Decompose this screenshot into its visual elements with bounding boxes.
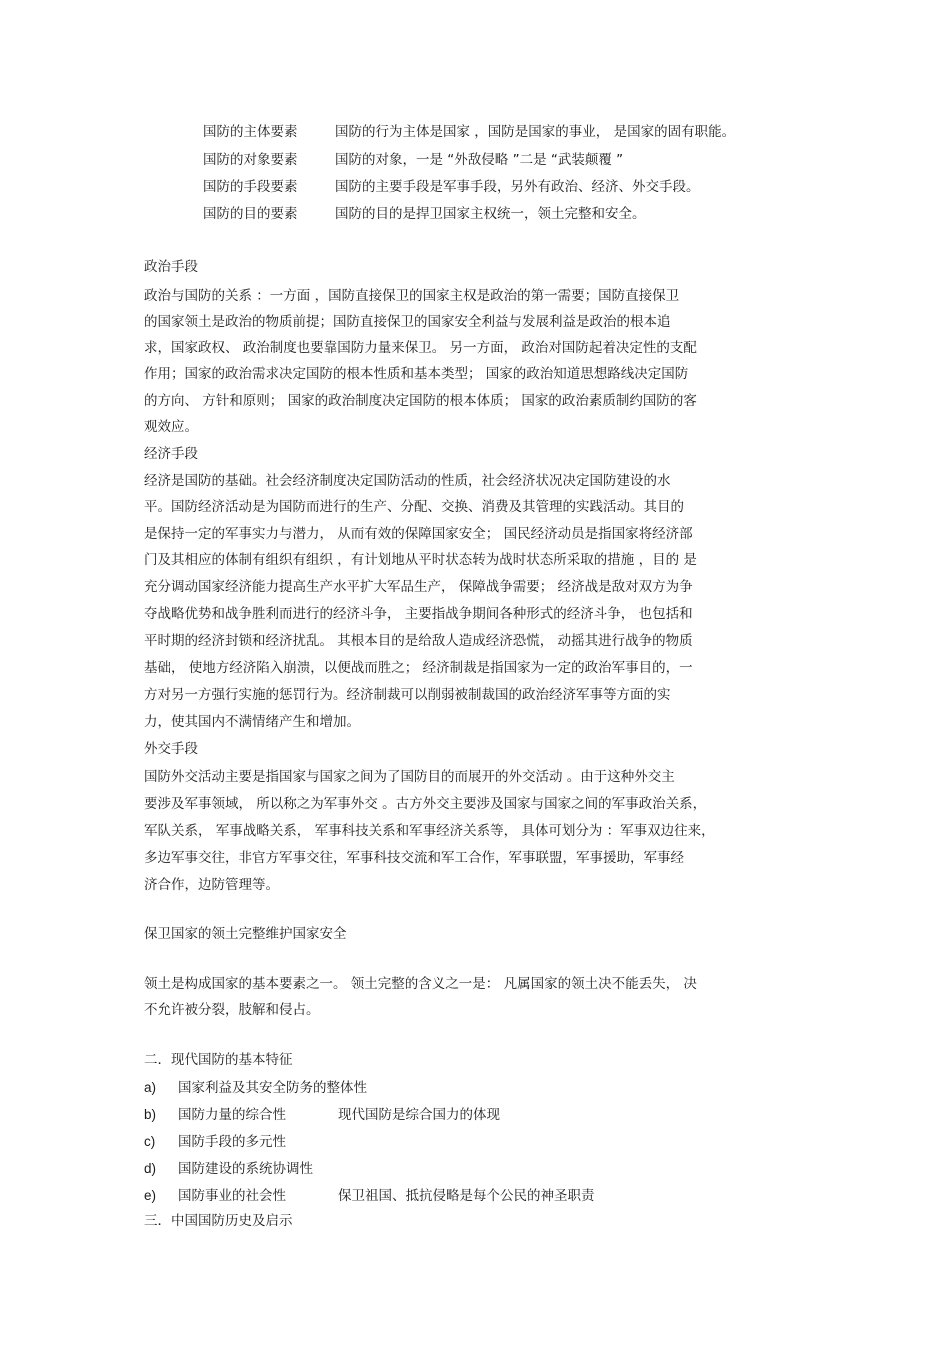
- element-goal-text: 国防的目的是捍卫国家主权统一，领土完整和安全。: [335, 206, 646, 222]
- paragraph-line: 要涉及军事领域， 所以称之为军事外交 。古方外交主要涉及国家与国家之间的军事政治关系，: [144, 796, 707, 812]
- paragraph-line: 求，国家政权、 政治制度也要靠国防力量来保卫。 另一方面， 政治对国防起着决定性的支配: [144, 340, 697, 356]
- paragraph-line: 力，使其国内不满情绪产生和增加。: [144, 714, 360, 730]
- paragraph-line: 充分调动国家经济能力提高生产水平扩大军品生产， 保障战争需要； 经济战是敌对双方为争: [144, 579, 693, 595]
- paragraph-line: 军队关系， 军事战略关系， 军事科技关系和军事经济关系等， 具体可划分为 ：军事双边往来，: [144, 823, 715, 839]
- paragraph-line: 济合作，边防管理等。: [144, 877, 279, 893]
- paragraph-line: 观效应。: [144, 419, 198, 435]
- paragraph-line: 不允许被分裂，肢解和侵占。: [144, 1002, 320, 1018]
- element-subject-text: 国防的行为主体是国家 ，国防是国家的事业， 是国家的固有职能。: [335, 124, 736, 140]
- list-item: 国防手段的多元性: [178, 1134, 286, 1150]
- list-item-marker: d): [144, 1161, 157, 1176]
- list-item-marker: c): [144, 1134, 156, 1149]
- paragraph-line: 是保持一定的军事实力与潜力， 从而有效的保障国家安全； 国民经济动员是指国家将经济部: [144, 526, 693, 542]
- list-item: 国家利益及其安全防务的整体性: [178, 1080, 367, 1096]
- economic-heading: 经济手段: [144, 446, 198, 462]
- list-item-marker: a): [144, 1080, 157, 1095]
- paragraph-line: 的国家领土是政治的物质前提；国防直接保卫的国家安全利益与发展利益是政治的根本追: [144, 314, 671, 330]
- political-heading: 政治手段: [144, 259, 198, 275]
- diplomatic-heading: 外交手段: [144, 741, 198, 757]
- paragraph-line: 平。国防经济活动是为国防而进行的生产、分配、交换、消费及其管理的实践活动。其目的: [144, 499, 684, 515]
- paragraph-line: 领土是构成国家的基本要素之一。 领土完整的含义之一是： 凡属国家的领土决不能丢失， 决: [144, 976, 697, 992]
- list-item: 国防建设的系统协调性: [178, 1161, 313, 1177]
- paragraph-line: 经济是国防的基础。社会经济制度决定国防活动的性质，社会经济状况决定国防建设的水: [144, 473, 671, 489]
- element-object-text: 国防的对象，一是 “外敌侵略 ”二是 “武装颠覆 ”: [335, 152, 624, 168]
- element-subject-label: 国防的主体要素: [203, 124, 298, 140]
- list-item: 国防力量的综合性: [178, 1107, 286, 1123]
- element-means-label: 国防的手段要素: [203, 179, 298, 195]
- element-means-text: 国防的主要手段是军事手段，另外有政治、经济、外交手段。: [335, 179, 700, 195]
- list-item-marker: b): [144, 1107, 157, 1122]
- paragraph-line: 的方向、 方针和原则； 国家的政治制度决定国防的根本体质； 国家的政治素质制约国防的客: [144, 393, 697, 409]
- section-2-heading: 二．现代国防的基本特征: [144, 1052, 293, 1068]
- paragraph-line: 作用；国家的政治需求决定国防的根本性质和基本类型； 国家的政治知道思想路线决定国防: [144, 366, 689, 382]
- element-goal-label: 国防的目的要素: [203, 206, 298, 222]
- paragraph-line: 夺战略优势和战争胜利而进行的经济斗争， 主要指战争期间各种形式的经济斗争， 也包括和: [144, 606, 693, 622]
- element-object-label: 国防的对象要素: [203, 152, 298, 168]
- list-item: 国防事业的社会性: [178, 1188, 286, 1204]
- paragraph-line: 门及其相应的体制有组织有组织 ，有计划地从平时状态转为战时状态所采取的措施 ，目的 是: [144, 552, 697, 568]
- paragraph-line: 政治与国防的关系 ：一方面 ，国防直接保卫的国家主权是政治的第一需要；国防直接保卫: [144, 288, 680, 304]
- territory-heading: 保卫国家的领土完整维护国家安全: [144, 926, 347, 942]
- paragraph-line: 多边军事交往，非官方军事交往，军事科技交流和军工合作，军事联盟，军事援助，军事经: [144, 850, 684, 866]
- list-item-note: 保卫祖国、抵抗侵略是每个公民的神圣职责: [338, 1188, 595, 1204]
- paragraph-line: 基础， 使地方经济陷入崩溃，以便战而胜之； 经济制裁是指国家为一定的政治军事目的，一: [144, 660, 693, 676]
- paragraph-line: 国防外交活动主要是指国家与国家之间为了国防目的而展开的外交活动 。由于这种外交主: [144, 769, 675, 785]
- paragraph-line: 平时期的经济封锁和经济扰乱。 其根本目的是给敌人造成经济恐慌， 动摇其进行战争的物质: [144, 633, 693, 649]
- paragraph-line: 方对另一方强行实施的惩罚行为。经济制裁可以削弱被制裁国的政治经济军事等方面的实: [144, 687, 671, 703]
- section-3-heading: 三．中国国防历史及启示: [144, 1213, 293, 1229]
- list-item-marker: e): [144, 1188, 157, 1203]
- list-item-note: 现代国防是综合国力的体现: [338, 1107, 500, 1123]
